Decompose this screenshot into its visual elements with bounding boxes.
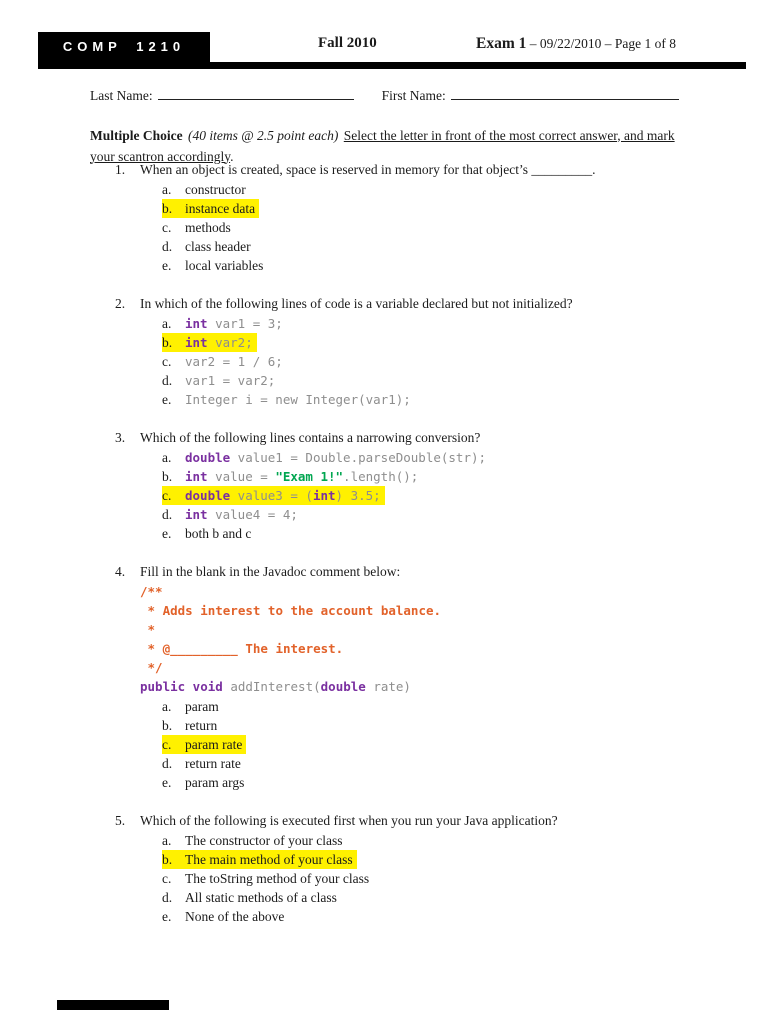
code-token: All static methods of a class xyxy=(185,890,337,905)
option-text xyxy=(185,352,283,371)
option-letter: b. xyxy=(162,852,173,867)
code-token: The main method of your class xyxy=(185,852,353,867)
instructions-heading: Multiple Choice xyxy=(90,127,183,143)
options xyxy=(162,180,747,275)
option-text xyxy=(185,716,217,735)
option-content xyxy=(162,218,235,237)
first-name-label: First Name: xyxy=(381,88,446,103)
option-letter: a. xyxy=(162,833,172,848)
option-content xyxy=(162,773,248,792)
exam-name: Exam 1 xyxy=(476,35,527,52)
last-name-label: Last Name: xyxy=(90,88,153,103)
option-content xyxy=(162,371,279,390)
code-token: int xyxy=(312,488,336,503)
options xyxy=(162,697,747,792)
option-content xyxy=(162,448,490,467)
exam-title xyxy=(476,35,676,53)
option-text xyxy=(185,180,246,199)
question xyxy=(115,294,747,409)
option-letter: e. xyxy=(162,392,172,407)
code-token: /** xyxy=(140,584,163,599)
answer-option xyxy=(162,218,747,237)
name-fields-row xyxy=(90,86,750,104)
answer-option xyxy=(162,180,747,199)
option-content xyxy=(162,505,302,524)
option-text xyxy=(185,773,244,792)
code-token: var2; xyxy=(207,335,253,350)
option-letter: d. xyxy=(162,373,173,388)
answer-option xyxy=(162,505,747,524)
answer-option xyxy=(162,467,747,486)
option-content xyxy=(162,314,287,333)
option-letter: c. xyxy=(162,220,172,235)
option-text xyxy=(185,524,251,543)
code-token: constructor xyxy=(185,182,246,197)
first-name-blank xyxy=(451,86,679,100)
option-content xyxy=(162,467,422,486)
option-text xyxy=(185,314,283,333)
answer-option xyxy=(162,869,747,888)
option-letter: a. xyxy=(162,316,172,331)
option-letter: e. xyxy=(162,258,172,273)
option-text xyxy=(185,907,284,926)
course-code: COMP 1210 xyxy=(62,39,186,54)
code-line xyxy=(140,658,747,677)
option-content xyxy=(162,831,346,850)
option-content xyxy=(162,256,267,275)
instructions-points: (40 items @ 2.5 point each) xyxy=(188,127,339,143)
option-text xyxy=(185,735,242,754)
code-token: var1 = var2; xyxy=(185,373,276,388)
options xyxy=(162,831,747,926)
option-letter: c. xyxy=(162,354,172,369)
option-letter: e. xyxy=(162,909,172,924)
answer-option xyxy=(162,773,747,792)
option-text xyxy=(185,237,251,256)
answer-option xyxy=(162,735,747,754)
option-letter: e. xyxy=(162,526,172,541)
option-letter: d. xyxy=(162,507,173,522)
next-page-header-peek xyxy=(57,1000,169,1010)
question-stem: In which of the following lines of code is a variable declared but not initialized? xyxy=(140,296,573,311)
answer-option xyxy=(162,716,747,735)
question-number: 3. xyxy=(115,430,126,445)
answer-option xyxy=(162,831,747,850)
question-stem: Which of the following is executed first when you run your Java application? xyxy=(140,813,558,828)
code-token: class header xyxy=(185,239,251,254)
option-letter: b. xyxy=(162,335,173,350)
course-code-box xyxy=(38,32,210,62)
option-text xyxy=(185,869,369,888)
highlighted-answer xyxy=(162,486,385,505)
option-letter: a. xyxy=(162,699,172,714)
question-stem: When an object is created, space is reserved in memory for that object’s _________. xyxy=(140,162,596,177)
code-token: value1 = Double.parseDouble(str); xyxy=(230,450,487,465)
option-text xyxy=(185,199,255,218)
option-letter: d. xyxy=(162,756,173,771)
code-token: */ xyxy=(140,660,163,675)
option-content xyxy=(162,754,245,773)
options xyxy=(162,448,747,543)
answer-option xyxy=(162,486,747,505)
question-number: 5. xyxy=(115,813,126,828)
code-token: Integer i = new Integer(var1); xyxy=(185,392,411,407)
option-letter: a. xyxy=(162,450,172,465)
code-token: The constructor of your class xyxy=(185,833,343,848)
code-token: * xyxy=(140,622,156,637)
option-content xyxy=(162,697,223,716)
code-token: return xyxy=(185,718,218,733)
answer-option xyxy=(162,448,747,467)
answer-option xyxy=(162,888,747,907)
code-token: var1 = 3; xyxy=(207,316,283,331)
answer-option xyxy=(162,314,747,333)
option-text xyxy=(185,697,219,716)
answer-option xyxy=(162,390,747,409)
code-line xyxy=(140,639,747,658)
option-text xyxy=(185,888,337,907)
code-token: public void xyxy=(140,679,223,694)
javadoc-code-block xyxy=(140,582,747,696)
highlighted-answer xyxy=(162,735,246,754)
code-token: value = xyxy=(207,469,276,484)
code-token: The toString method of your class xyxy=(185,871,370,886)
option-letter: a. xyxy=(162,182,172,197)
option-text xyxy=(185,218,231,237)
code-line xyxy=(140,620,747,639)
options xyxy=(162,314,747,409)
option-content xyxy=(162,716,221,735)
option-letter: b. xyxy=(162,201,173,216)
question-number: 2. xyxy=(115,296,126,311)
option-content xyxy=(162,237,255,256)
code-token: value4 = 4; xyxy=(207,507,298,522)
code-token: var2 = 1 / 6; xyxy=(185,354,283,369)
instructions-period: . xyxy=(230,148,234,164)
code-line xyxy=(140,601,747,620)
option-text xyxy=(185,486,381,505)
question xyxy=(115,562,747,792)
code-token: .length(); xyxy=(343,469,419,484)
code-line xyxy=(140,582,747,601)
answer-option xyxy=(162,754,747,773)
option-letter: c. xyxy=(162,488,172,503)
code-token: double xyxy=(185,488,231,503)
option-letter: c. xyxy=(162,871,172,886)
option-text xyxy=(185,390,411,409)
option-text xyxy=(185,831,342,850)
term-label: Fall 2010 xyxy=(318,35,377,51)
question xyxy=(115,811,747,926)
answer-option xyxy=(162,199,747,218)
code-token: double xyxy=(320,679,366,694)
option-text xyxy=(185,467,418,486)
highlighted-answer xyxy=(162,850,357,869)
option-text xyxy=(185,754,241,773)
code-token: param args xyxy=(185,775,245,790)
code-token: None of the above xyxy=(185,909,285,924)
code-token: instance data xyxy=(185,201,256,216)
exam-meta: – 09/22/2010 – Page 1 of 8 xyxy=(526,36,676,51)
option-content xyxy=(162,888,341,907)
code-token: rate) xyxy=(365,679,411,694)
answer-option xyxy=(162,256,747,275)
question-stem: Which of the following lines contains a narrowing conversion? xyxy=(140,430,481,445)
code-token: param rate xyxy=(185,737,243,752)
code-token: addInterest( xyxy=(222,679,321,694)
option-content xyxy=(162,907,288,926)
option-letter: b. xyxy=(162,469,173,484)
code-token: both b and c xyxy=(185,526,252,541)
highlighted-answer xyxy=(162,199,259,218)
code-token: local variables xyxy=(185,258,264,273)
option-content xyxy=(162,869,373,888)
highlighted-answer xyxy=(162,333,257,352)
code-line xyxy=(140,677,747,696)
option-text xyxy=(185,371,275,390)
option-text xyxy=(185,333,253,352)
option-content xyxy=(162,352,287,371)
code-token: * Adds interest to the account balance. xyxy=(140,603,442,618)
code-token: double xyxy=(185,450,231,465)
option-text xyxy=(185,505,298,524)
option-content xyxy=(162,390,415,409)
answer-option xyxy=(162,524,747,543)
option-letter: e. xyxy=(162,775,172,790)
answer-option xyxy=(162,237,747,256)
option-content xyxy=(162,180,250,199)
question-number: 4. xyxy=(115,564,126,579)
question-number: 1. xyxy=(115,162,126,177)
code-token: ) 3.5; xyxy=(335,488,381,503)
question-stem: Fill in the blank in the Javadoc comment below: xyxy=(140,564,401,579)
last-name-blank xyxy=(158,86,354,100)
code-token: int xyxy=(185,469,208,484)
code-token: methods xyxy=(185,220,231,235)
question xyxy=(115,160,747,275)
answer-option xyxy=(162,352,747,371)
code-token: return rate xyxy=(185,756,241,771)
code-token: int xyxy=(185,507,208,522)
option-letter: d. xyxy=(162,239,173,254)
code-token: int xyxy=(185,335,208,350)
option-content xyxy=(162,524,255,543)
page-header xyxy=(38,27,746,69)
code-token: int xyxy=(185,316,208,331)
questions-list xyxy=(115,160,747,945)
instructions-directive: Select the letter in front of the most correct answer, and mark your scantron accordingly xyxy=(90,127,675,164)
code-token: value3 = ( xyxy=(230,488,313,503)
option-text xyxy=(185,448,486,467)
option-letter: d. xyxy=(162,890,173,905)
answer-option xyxy=(162,850,747,869)
code-token: * @_________ The interest. xyxy=(140,641,344,656)
answer-option xyxy=(162,371,747,390)
code-token: param xyxy=(185,699,219,714)
option-letter: c. xyxy=(162,737,172,752)
answer-option xyxy=(162,333,747,352)
option-text xyxy=(185,256,263,275)
answer-option xyxy=(162,907,747,926)
question xyxy=(115,428,747,543)
code-token: "Exam 1!" xyxy=(275,469,344,484)
answer-option xyxy=(162,697,747,716)
option-letter: b. xyxy=(162,718,173,733)
option-text xyxy=(185,850,353,869)
